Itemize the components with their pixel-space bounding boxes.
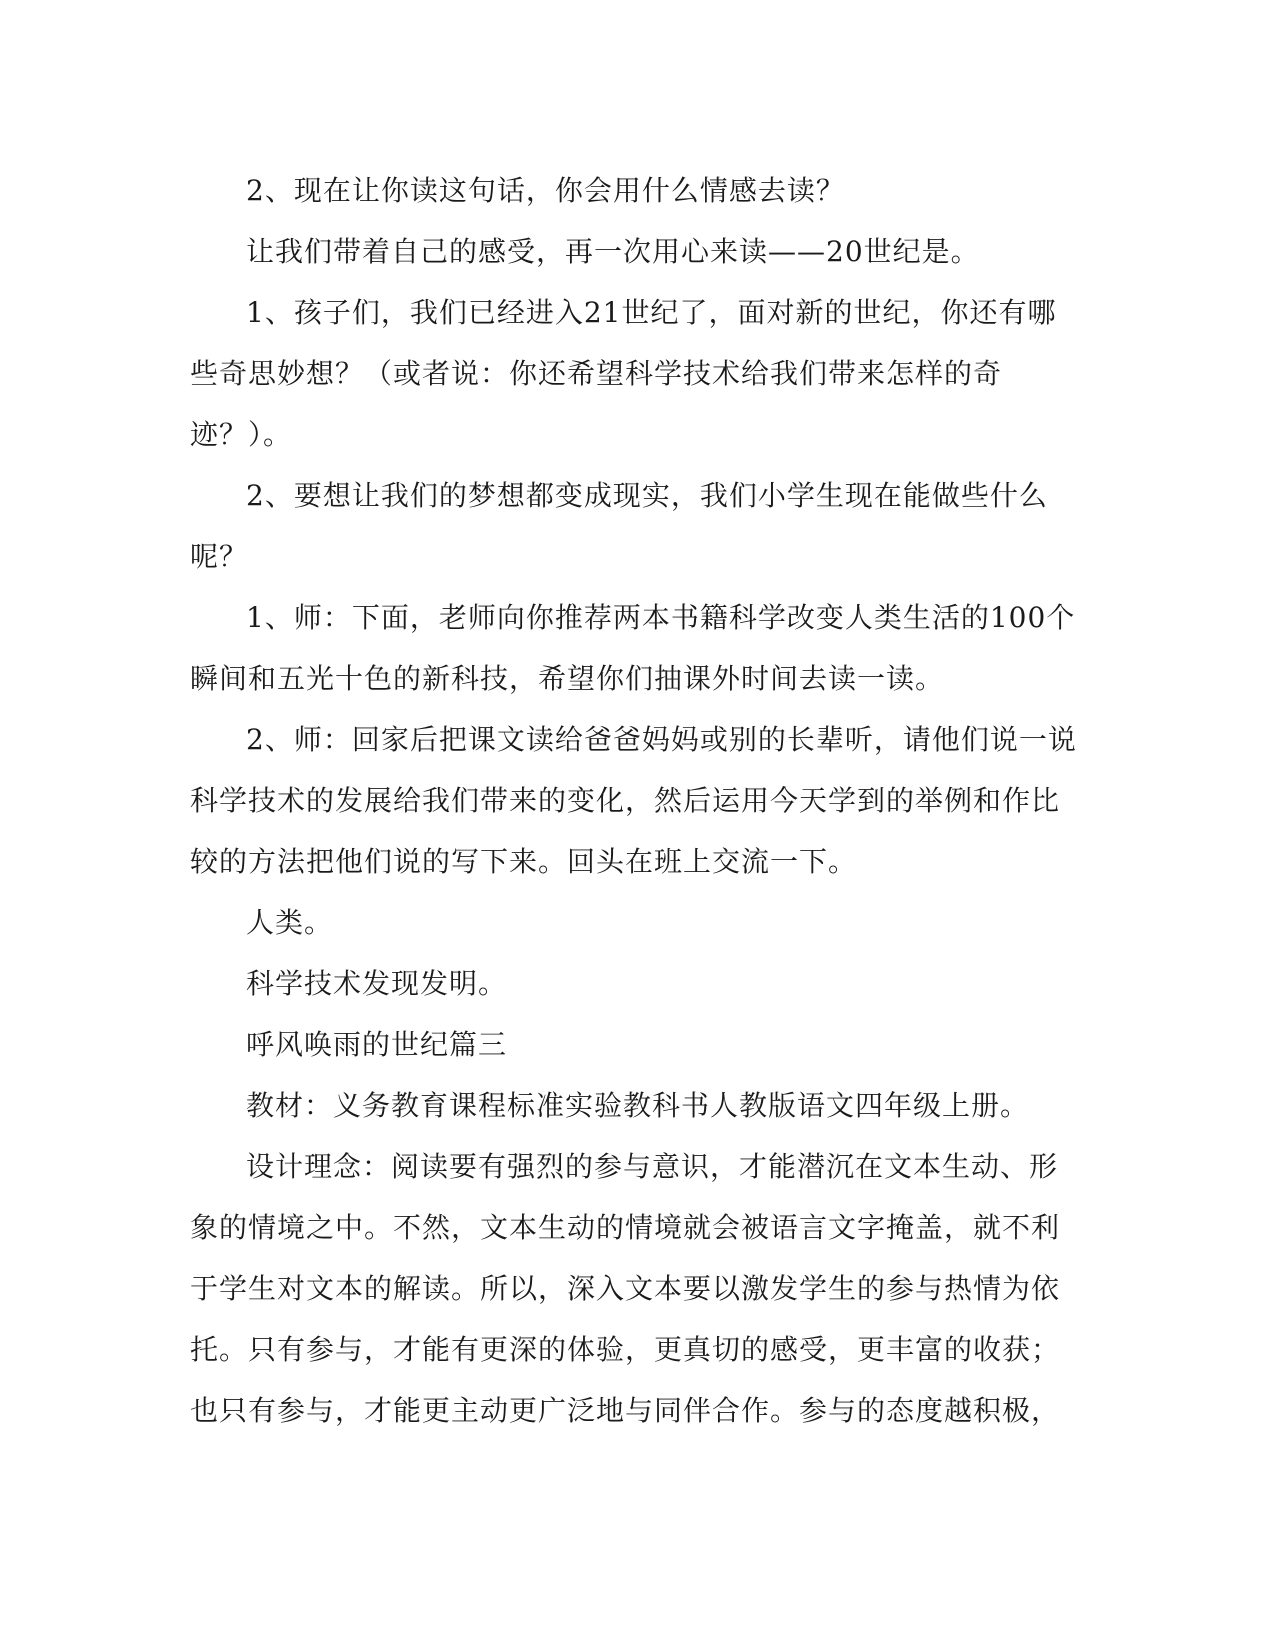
paragraph-textbook: 教材：义务教育课程标准实验教科书人教版语文四年级上册。 (246, 1089, 1030, 1122)
paragraph-homework: 2、师：回家后把课文读给爸爸妈妈或别的长辈听，请他们说一说科学技术的发展给我们带来的变化，然后运用今天学到的举例和作比较的方法把他们说的写下来。回头在班上交流一下。 (190, 723, 1077, 878)
paragraph-book-recommendation: 1、师：下面，老师向你推荐两本书籍科学改变人类生活的100个瞬间和五光十色的新科技，希望你们抽课外时间去读一读。 (190, 601, 1076, 695)
paragraph-question-emotion: 2、现在让你读这句话，你会用什么情感去读？ (246, 174, 845, 207)
paragraph-design-concept: 设计理念：阅读要有强烈的参与意识，才能潜沉在文本生动、形象的情境之中。不然，文本生动的情境就会被语言文字掩盖，就不利于学生对文本的解读。所以，深入文本要以激发学生的参与热情为依托。只有参与，才能有更深的体验，更真切的感受，更丰富的收获；也只有参与，才能更主动更广泛地与同伴合作。参与的态度越积极， (190, 1150, 1061, 1427)
paragraph-read-again: 让我们带着自己的感受，再一次用心来读——20世纪是。 (246, 235, 980, 268)
section-heading: 呼风唤雨的世纪篇三 (246, 1028, 508, 1061)
paragraph-21st-century: 1、孩子们，我们已经进入21世纪了，面对新的世纪，你还有哪些奇思妙想？（或者说：你还希望科学技术给我们带来怎样的奇迹？）。 (190, 296, 1057, 451)
paragraph-dreams-reality: 2、要想让我们的梦想都变成现实，我们小学生现在能做些什么呢？ (190, 479, 1048, 573)
document-body (190, 160, 1080, 1441)
paragraph-science-inventions: 科学技术发现发明。 (246, 967, 508, 1000)
paragraph-humans: 人类。 (246, 906, 334, 939)
